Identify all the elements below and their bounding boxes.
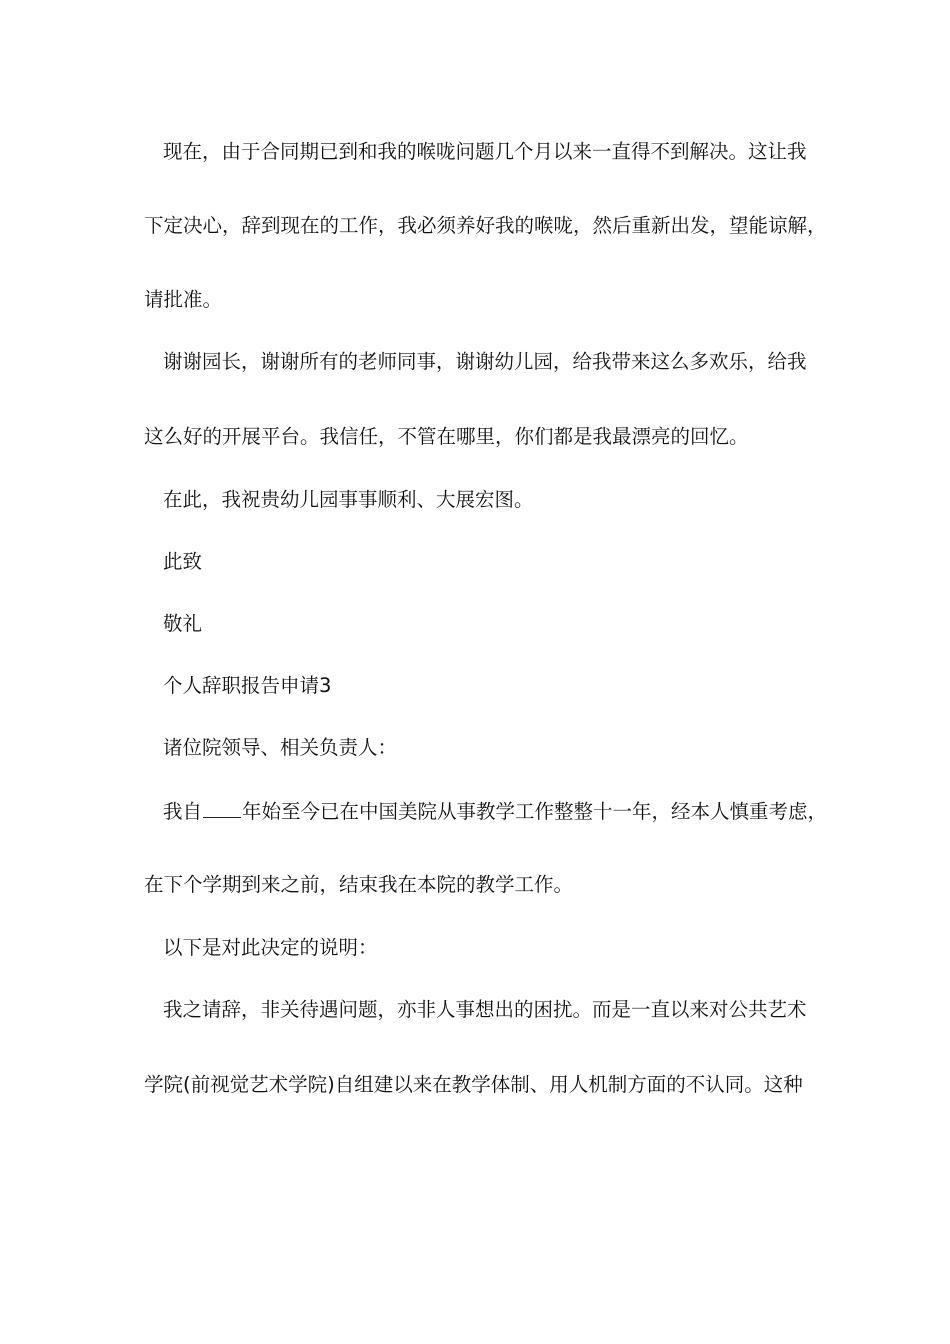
salutation: 诸位院领导、相关负责人： xyxy=(163,736,398,759)
paragraph-1-line-2: 下定决心，辞到现在的工作，我必须养好我的喉咙，然后重新出发，望能谅解， xyxy=(144,214,827,237)
paragraph-4-line-1 xyxy=(163,799,828,824)
paragraph-2-line-1: 谢谢园长，谢谢所有的老师同事，谢谢幼儿园，给我带来这么多欢乐，给我 xyxy=(163,350,807,373)
paragraph-1-line-3: 请批准。 xyxy=(144,288,223,311)
year-blank xyxy=(203,799,241,818)
closing-jing-li: 敬礼 xyxy=(163,612,203,635)
paragraph-5: 以下是对此决定的说明： xyxy=(163,936,378,959)
paragraph-4-line-1-start: 我自 xyxy=(163,800,203,823)
paragraph-2-line-2: 这么好的开展平台。我信任，不管在哪里，你们都是我最漂亮的回忆。 xyxy=(144,425,749,448)
paragraph-4-line-2: 在下个学期到来之前，结束我在本院的教学工作。 xyxy=(144,873,574,896)
paragraph-4-line-1-end: 年始至今已在中国美院从事教学工作整整十一年，经本人慎重考虑， xyxy=(242,800,828,823)
closing-ci-zhi: 此致 xyxy=(163,550,203,573)
paragraph-1-line-1: 现在，由于合同期已到和我的喉咙问题几个月以来一直得不到解决。这让我 xyxy=(163,140,807,163)
paragraph-6-line-1: 我之请辞，非关待遇问题，亦非人事想出的困扰。而是一直以来对公共艺术 xyxy=(163,998,807,1021)
paragraph-6-line-2: 学院(前视觉艺术学院)自组建以来在教学体制、用人机制方面的不认同。这种 xyxy=(144,1073,803,1096)
section-title: 个人辞职报告申请3 xyxy=(163,674,332,697)
paragraph-3: 在此，我祝贵幼儿园事事顺利、大展宏图。 xyxy=(163,488,534,511)
